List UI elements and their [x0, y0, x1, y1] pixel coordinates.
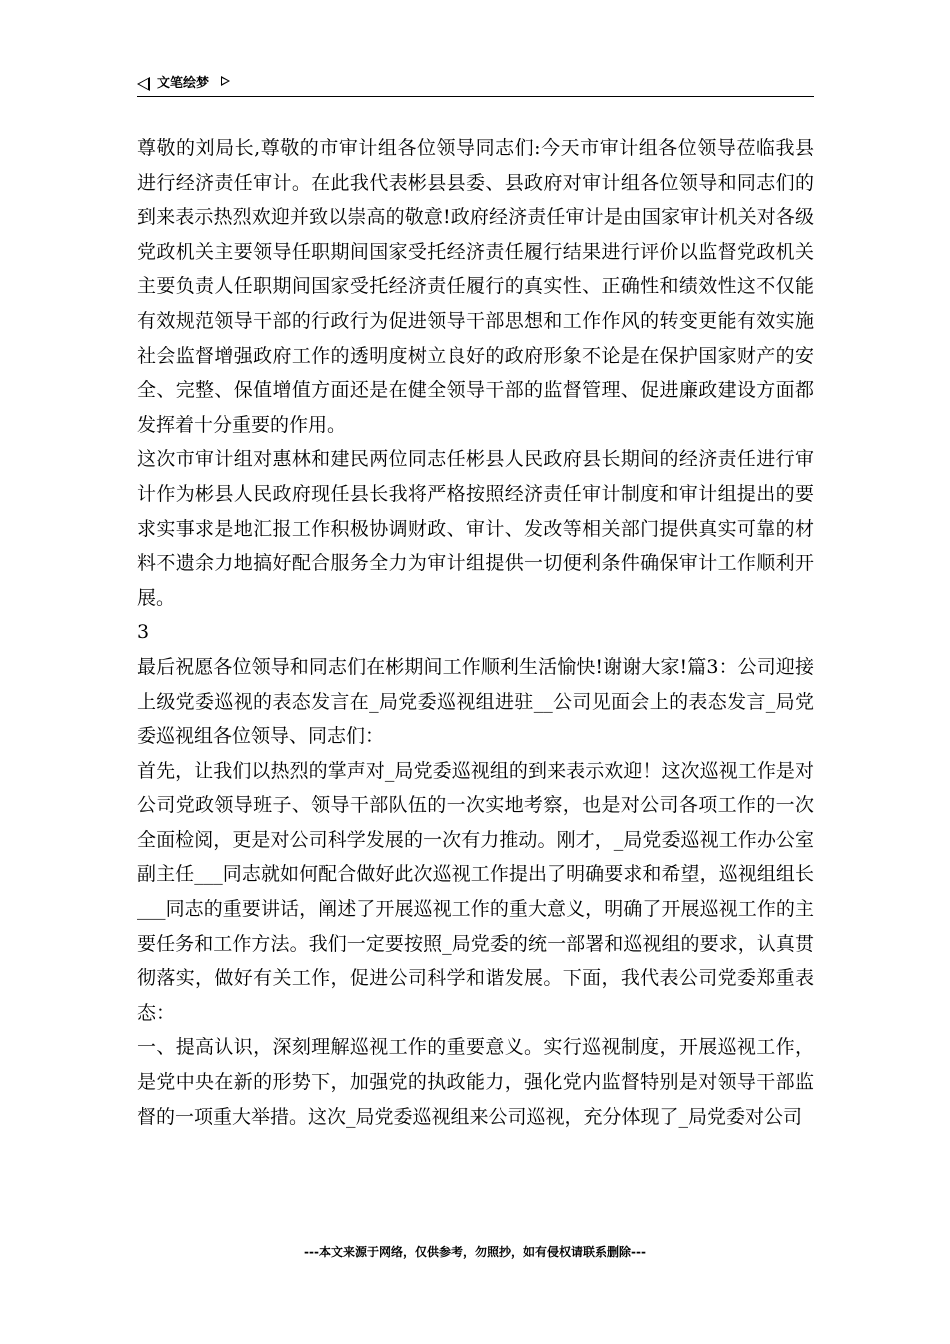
page-number-marker: 3 [137, 621, 150, 644]
paragraph-5: 一、提高认识，深刻理解巡视工作的重要意义。实行巡视制度，开展巡视工作，是党中央在新的形势下，加强党的执政能力，强化党内监督特别是对领导干部监督的一项重大举措。这次_局党委巡视组来公司巡视，充分体现了_局党委对公司 [137, 1036, 814, 1128]
document-body [137, 131, 814, 1134]
triangle-left-icon [137, 77, 150, 91]
footer-disclaimer: ---本文来源于网络，仅供参考，勿照抄，如有侵权请联系删除--- [304, 1245, 646, 1259]
triangle-right-icon [221, 76, 230, 86]
paragraph-2: 这次市审计组对惠林和建民两位同志任彬县人民政府县长期间的经济责任进行审计作为彬县人民政府现任县长我将严格按照经济责任审计制度和审计组提出的要求实事求是地汇报工作积极协调财政、审计、发改等相关部门提供真实可靠的材料不遗余力地搞好配合服务全力为审计组提供一切便利条件确保审计工作顺利开展。 [137, 448, 814, 609]
paragraph-3: 最后祝愿各位领导和同志们在彬期间工作顺利生活愉快!谢谢大家!篇3：公司迎接上级党委巡视的表态发言在_局党委巡视组进驻__公司见面会上的表态发言_局党委巡视组各位领导、同志们： [137, 655, 814, 748]
paragraph-1: 尊敬的刘局长,尊敬的市审计组各位领导同志们:今天市审计组各位领导莅临我县进行经济责任审计。在此我代表彬县县委、县政府对审计组各位领导和同志们的到来表示热烈欢迎并致以崇高的敬意!政府经济责任审计是由国家审计机关对各级党政机关主要领导任职期间国家受托经济责任履行结果进行评价以监督党政机关主要负责人任职期间国家受托经济责任履行的真实性、正确性和绩效性这不仅能有效规范领导干部的行政行为促进领导干部思想和工作作风的转变更能有效实施社会监督增强政府工作的透明度树立良好的政府形象不论是在保护国家财产的安全、完整、保值增值方面还是在健全领导干部的监督管理、促进廉政建设方面都发挥着十分重要的作用。 [137, 137, 814, 436]
header-title: 文笔绘梦 [157, 76, 210, 91]
page-header [137, 74, 814, 97]
paragraph-4: 首先，让我们以热烈的掌声对_局党委巡视组的到来表示欢迎！这次巡视工作是对公司党政领导班子、领导干部队伍的一次实地考察，也是对公司各项工作的一次全面检阅，更是对公司科学发展的一次有力推动。刚才，_局党委巡视工作办公室副主任___同志就如何配合做好此次巡视工作提出了明确要求和希望，巡视组组长___同志的重要讲话，阐述了开展巡视工作的重大意义，明确了开展巡视工作的主要任务和工作方法。我们一定要按照_局党委的统一部署和巡视组的要求，认真贯彻落实，做好有关工作，促进公司科学和谐发展。下面，我代表公司党委郑重表态： [137, 759, 814, 1024]
